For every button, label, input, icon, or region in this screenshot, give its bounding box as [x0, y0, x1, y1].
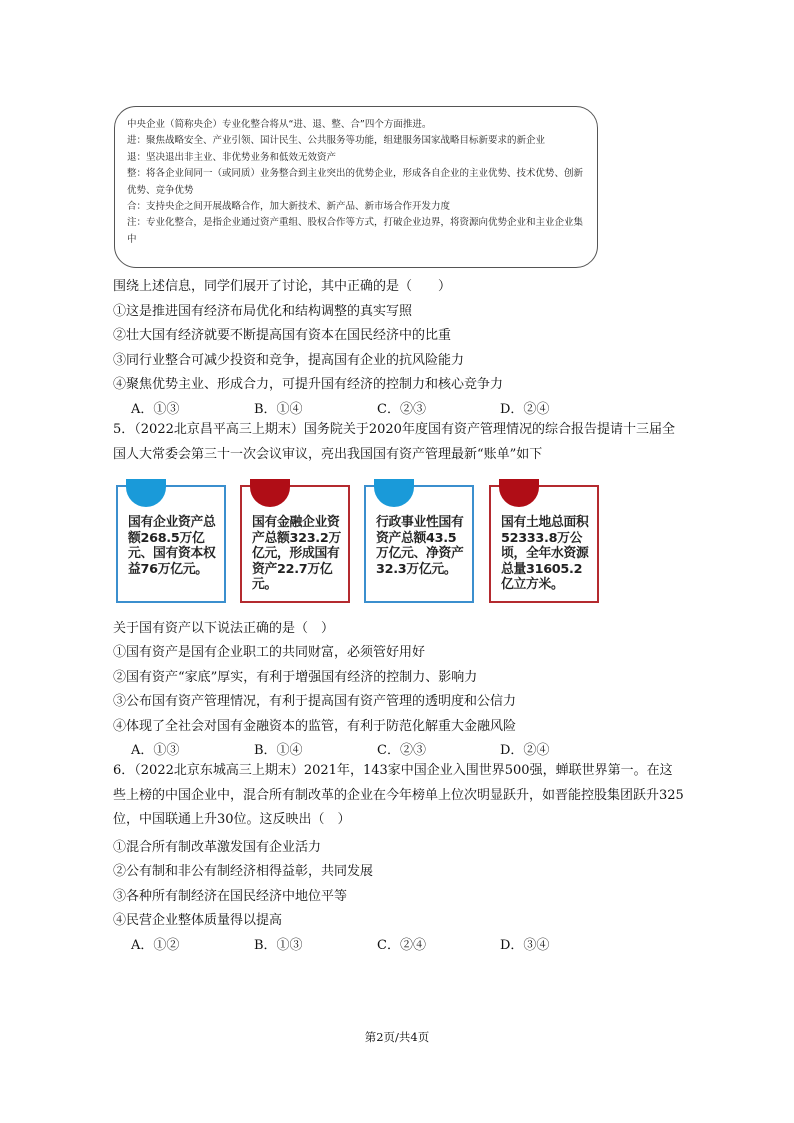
option-d[interactable]: D．②④	[500, 402, 550, 417]
asset-card-4	[489, 485, 599, 603]
option-c[interactable]: C．②④	[377, 938, 426, 953]
info-box	[114, 106, 598, 268]
option-d[interactable]: D．②④	[500, 743, 550, 758]
option-d[interactable]: D．③④	[500, 938, 550, 953]
card-text: 国有土地总面积52333.8万公顷，全年水资源总量31605.2亿立方米。	[501, 515, 589, 593]
asset-card-3	[364, 485, 474, 603]
q4-item: ③同行业整合可减少投资和竞争，提高国有企业的抗风险能力	[113, 353, 465, 368]
q5-stem: 5．（2022北京昌平高三上期末）国务院关于2020年度国有资产管理情况的综合报告提请十三届全国人大常委会第三十一次会议审议，亮出我国国有资产管理最新“账单”如下	[113, 422, 675, 462]
q5-item: ③公布国有资产管理情况，有利于提高国有资产管理的透明度和公信力	[113, 694, 517, 709]
info-line: 注：专业化整合，是指企业通过资产重组、股权合作等方式，打破企业边界，将资源向优势企业和主业企业集中	[127, 217, 584, 245]
option-a[interactable]: A．①③	[131, 743, 180, 758]
info-line: 中央企业（简称央企）专业化整合将从“进、退、整、合”四个方面推进。	[127, 119, 432, 130]
q6-stem: 6．（2022北京东城高三上期末）2021年，143家中国企业入围世界500强，蝉联世界第一。在这些上榜的中国企业中，混合所有制改革的企业在今年榜单上位次明显跃升，如晋能控股集团跃升325位，中国联通上升30位。这反映出（ ）	[113, 763, 684, 827]
q6-item: ②公有制和非公有制经济相得益彰，共同发展	[113, 864, 374, 879]
q5-item: ①国有资产是国有企业职工的共同财富，必须管好用好	[113, 645, 426, 660]
q4-item: ④聚焦优势主业、形成合力，可提升国有经济的控制力和核心竞争力	[113, 377, 504, 392]
q5-item: ④体现了全社会对国有金融资本的监管，有利于防范化解重大金融风险	[113, 719, 517, 734]
card-text: 行政事业性国有资产总额43.5万亿元、净资产32.3万亿元。	[376, 515, 464, 577]
card-text: 国有金融企业资产总额323.2万亿元，形成国有资产22.7万亿元。	[252, 515, 341, 593]
card-tab	[499, 479, 539, 507]
option-b[interactable]: B．①③	[254, 938, 303, 953]
info-line: 退：坚决退出非主业、非优势业务和低效无效资产	[127, 151, 337, 163]
card-text: 国有企业资产总额268.5万亿元、国有资本权益76万亿元。	[128, 515, 216, 577]
card-tab	[374, 479, 414, 507]
asset-card-2	[240, 485, 350, 603]
q6-item: ④民营企业整体质量得以提高	[113, 913, 283, 928]
q4-item: ①这是推进国有经济布局优化和结构调整的真实写照	[113, 304, 413, 319]
q6-item: ③各种所有制经济在国民经济中地位平等	[113, 889, 348, 904]
card-tab	[250, 479, 290, 507]
info-line: 整：将各企业间同一（或同质）业务整合到主业突出的优势企业，形成各自企业的主业优势、技术优势、创新优势、竞争优势	[127, 168, 584, 196]
q5-options	[131, 739, 623, 758]
q4-options	[131, 398, 623, 417]
q5-question: 关于国有资产以下说法正确的是（ ）	[113, 621, 335, 636]
info-line: 进：聚焦战略安全、产业引领、国计民生、公共服务等功能，组建服务国家战略目标新要求的新企业	[127, 135, 546, 147]
info-line: 合：支持央企之间开展战略合作，加大新技术、新产品、新市场合作开发力度	[127, 201, 451, 213]
option-a[interactable]: A．①②	[131, 938, 180, 953]
q6-item: ①混合所有制改革激发国有企业活力	[113, 840, 322, 855]
asset-card-1	[116, 485, 226, 603]
q4-item: ②壮大国有经济就要不断提高国有资本在国民经济中的比重	[113, 328, 452, 343]
q4-stem: 围绕上述信息，同学们展开了讨论，其中正确的是（ ）	[113, 279, 452, 294]
q6-options	[131, 934, 623, 953]
page-footer: 第2页/共4页	[364, 1030, 430, 1044]
option-b[interactable]: B．①④	[254, 743, 303, 758]
option-b[interactable]: B．①④	[254, 402, 303, 417]
q5-item: ②国有资产“家底”厚实，有利于增强国有经济的控制力、影响力	[113, 670, 478, 685]
option-c[interactable]: C．②③	[377, 402, 426, 417]
option-c[interactable]: C．②③	[377, 743, 426, 758]
option-a[interactable]: A．①③	[131, 402, 180, 417]
card-tab	[126, 479, 166, 507]
